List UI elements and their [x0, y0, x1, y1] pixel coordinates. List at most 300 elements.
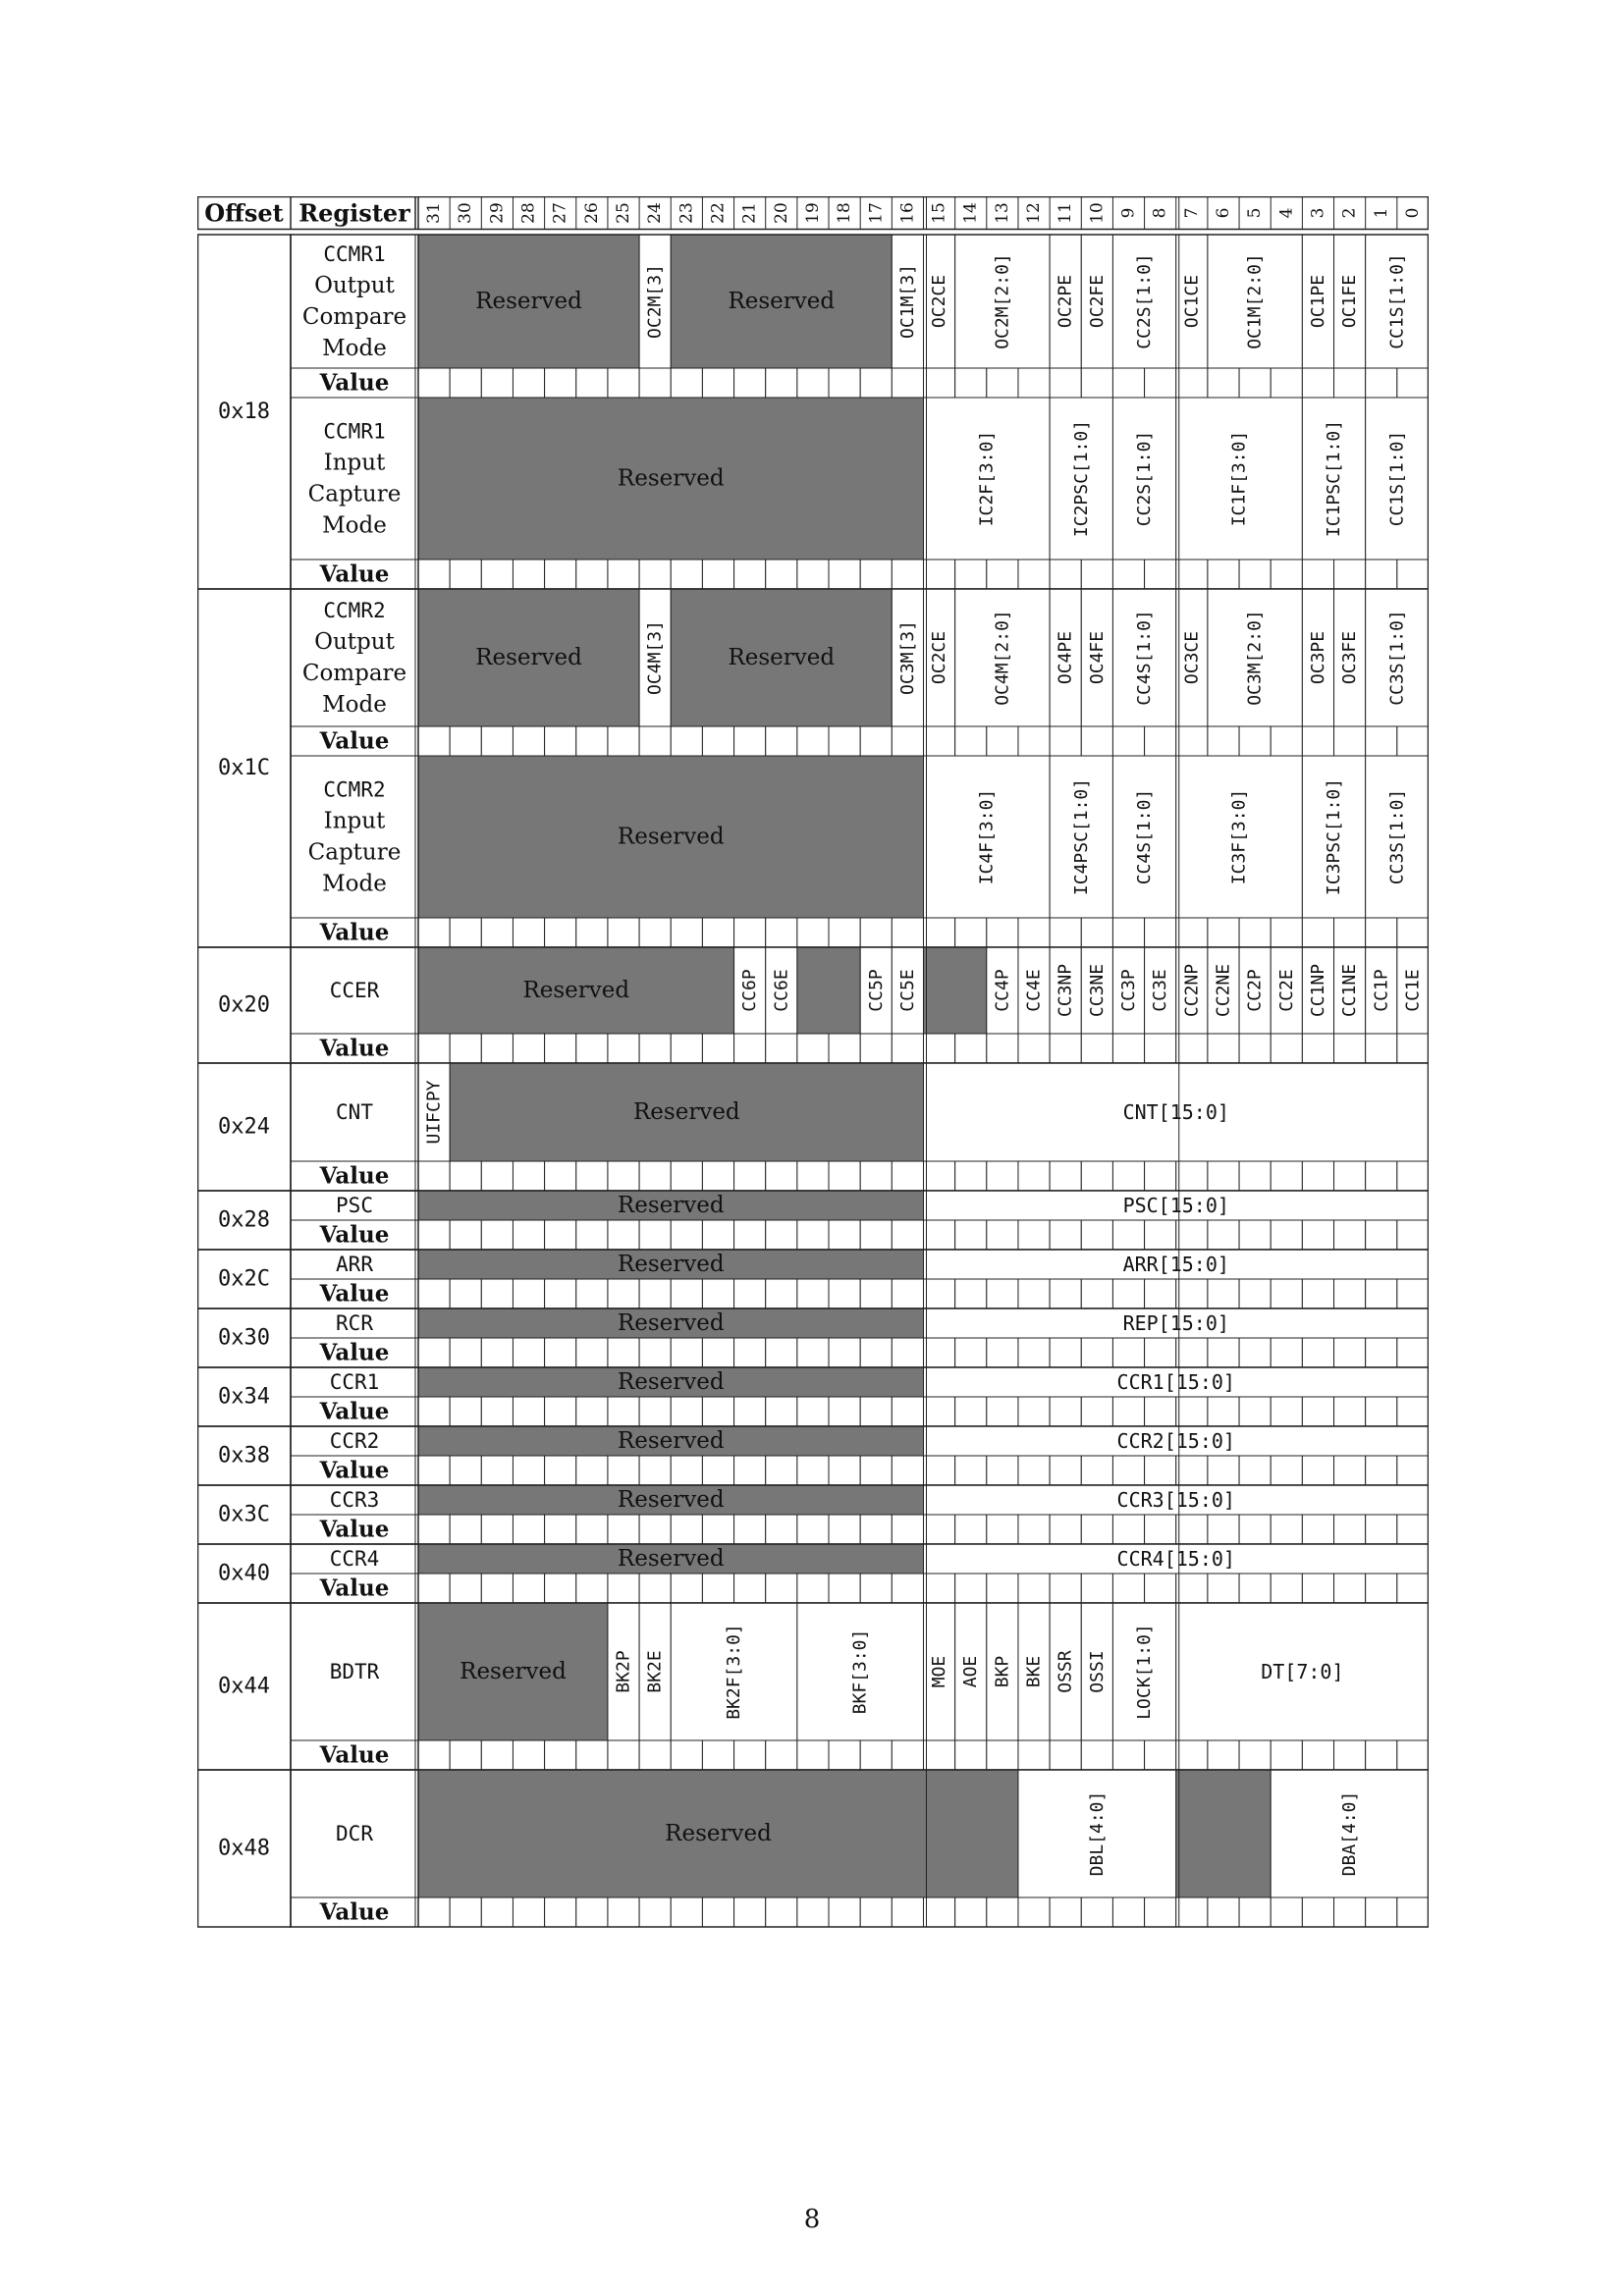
value-bit-cell[interactable] [987, 918, 1018, 947]
value-bit-cell[interactable] [1081, 1456, 1112, 1485]
value-bit-cell[interactable] [450, 1740, 481, 1770]
value-bit-cell[interactable] [860, 1456, 892, 1485]
value-bit-cell[interactable] [1397, 918, 1429, 947]
value-bit-cell[interactable] [1239, 1279, 1271, 1308]
value-bit-cell[interactable] [450, 560, 481, 589]
value-bit-cell[interactable] [1050, 1161, 1081, 1191]
value-bit-cell[interactable] [1302, 1397, 1333, 1426]
value-bit-cell[interactable] [892, 726, 923, 756]
value-bit-cell[interactable] [892, 1161, 923, 1191]
value-bit-cell[interactable] [1050, 1456, 1081, 1485]
value-bit-cell[interactable] [1145, 1897, 1176, 1927]
value-bit-cell[interactable] [1112, 1034, 1144, 1063]
value-bit-cell[interactable] [1302, 1897, 1333, 1927]
value-bit-cell[interactable] [829, 560, 860, 589]
value-bit-cell[interactable] [513, 1279, 544, 1308]
value-bit-cell[interactable] [766, 1740, 797, 1770]
value-bit-cell[interactable] [481, 1897, 513, 1927]
value-bit-cell[interactable] [987, 1338, 1018, 1367]
value-bit-cell[interactable] [1018, 1161, 1050, 1191]
value-bit-cell[interactable] [892, 918, 923, 947]
value-bit-cell[interactable] [1112, 1279, 1144, 1308]
value-bit-cell[interactable] [829, 1515, 860, 1544]
value-bit-cell[interactable] [639, 1515, 671, 1544]
value-bit-cell[interactable] [1050, 1740, 1081, 1770]
value-bit-cell[interactable] [1239, 1740, 1271, 1770]
value-bit-cell[interactable] [671, 1740, 702, 1770]
value-bit-cell[interactable] [608, 560, 639, 589]
value-bit-cell[interactable] [1271, 1161, 1302, 1191]
value-bit-cell[interactable] [1302, 726, 1333, 756]
value-bit-cell[interactable] [1271, 1897, 1302, 1927]
value-bit-cell[interactable] [1334, 1220, 1366, 1250]
value-bit-cell[interactable] [1366, 1279, 1397, 1308]
value-bit-cell[interactable] [702, 1338, 733, 1367]
value-bit-cell[interactable] [1366, 368, 1397, 398]
value-bit-cell[interactable] [766, 1034, 797, 1063]
value-bit-cell[interactable] [418, 368, 450, 398]
value-bit-cell[interactable] [1145, 1456, 1176, 1485]
value-bit-cell[interactable] [1208, 1397, 1239, 1426]
value-bit-cell[interactable] [924, 1034, 955, 1063]
value-bit-cell[interactable] [418, 918, 450, 947]
value-bit-cell[interactable] [545, 1161, 576, 1191]
value-bit-cell[interactable] [671, 918, 702, 947]
value-bit-cell[interactable] [1239, 1897, 1271, 1927]
value-bit-cell[interactable] [924, 1897, 955, 1927]
value-bit-cell[interactable] [576, 1279, 608, 1308]
value-bit-cell[interactable] [1334, 1279, 1366, 1308]
value-bit-cell[interactable] [1112, 1740, 1144, 1770]
value-bit-cell[interactable] [1145, 1574, 1176, 1603]
value-bit-cell[interactable] [1397, 1397, 1429, 1426]
value-bit-cell[interactable] [671, 1279, 702, 1308]
value-bit-cell[interactable] [860, 1397, 892, 1426]
value-bit-cell[interactable] [671, 1034, 702, 1063]
value-bit-cell[interactable] [1176, 1161, 1208, 1191]
value-bit-cell[interactable] [418, 1897, 450, 1927]
value-bit-cell[interactable] [924, 1397, 955, 1426]
value-bit-cell[interactable] [829, 1220, 860, 1250]
value-bit-cell[interactable] [418, 1574, 450, 1603]
value-bit-cell[interactable] [1366, 1220, 1397, 1250]
value-bit-cell[interactable] [1050, 1397, 1081, 1426]
value-bit-cell[interactable] [1112, 1574, 1144, 1603]
value-bit-cell[interactable] [1397, 1456, 1429, 1485]
value-bit-cell[interactable] [1112, 1515, 1144, 1544]
value-bit-cell[interactable] [860, 1279, 892, 1308]
value-bit-cell[interactable] [860, 1515, 892, 1544]
value-bit-cell[interactable] [1176, 1740, 1208, 1770]
value-bit-cell[interactable] [639, 1740, 671, 1770]
value-bit-cell[interactable] [1239, 560, 1271, 589]
value-bit-cell[interactable] [1018, 1574, 1050, 1603]
value-bit-cell[interactable] [639, 368, 671, 398]
value-bit-cell[interactable] [1366, 1515, 1397, 1544]
value-bit-cell[interactable] [608, 1397, 639, 1426]
value-bit-cell[interactable] [860, 560, 892, 589]
value-bit-cell[interactable] [1176, 1897, 1208, 1927]
value-bit-cell[interactable] [1239, 1034, 1271, 1063]
value-bit-cell[interactable] [1302, 1574, 1333, 1603]
value-bit-cell[interactable] [766, 1338, 797, 1367]
value-bit-cell[interactable] [608, 1338, 639, 1367]
value-bit-cell[interactable] [1302, 918, 1333, 947]
value-bit-cell[interactable] [797, 368, 829, 398]
value-bit-cell[interactable] [924, 1279, 955, 1308]
value-bit-cell[interactable] [1018, 560, 1050, 589]
value-bit-cell[interactable] [829, 1397, 860, 1426]
value-bit-cell[interactable] [1271, 1338, 1302, 1367]
value-bit-cell[interactable] [1145, 1740, 1176, 1770]
value-bit-cell[interactable] [1334, 1515, 1366, 1544]
value-bit-cell[interactable] [450, 1397, 481, 1426]
value-bit-cell[interactable] [734, 1279, 766, 1308]
value-bit-cell[interactable] [608, 918, 639, 947]
value-bit-cell[interactable] [513, 1574, 544, 1603]
value-bit-cell[interactable] [955, 1515, 987, 1544]
value-bit-cell[interactable] [955, 1397, 987, 1426]
value-bit-cell[interactable] [1239, 726, 1271, 756]
value-bit-cell[interactable] [639, 1161, 671, 1191]
value-bit-cell[interactable] [639, 1397, 671, 1426]
value-bit-cell[interactable] [734, 1397, 766, 1426]
value-bit-cell[interactable] [892, 1740, 923, 1770]
value-bit-cell[interactable] [1018, 1279, 1050, 1308]
value-bit-cell[interactable] [1366, 1338, 1397, 1367]
value-bit-cell[interactable] [734, 1740, 766, 1770]
value-bit-cell[interactable] [576, 368, 608, 398]
value-bit-cell[interactable] [702, 1161, 733, 1191]
value-bit-cell[interactable] [418, 1456, 450, 1485]
value-bit-cell[interactable] [702, 368, 733, 398]
value-bit-cell[interactable] [987, 1034, 1018, 1063]
value-bit-cell[interactable] [545, 1515, 576, 1544]
value-bit-cell[interactable] [1302, 1338, 1333, 1367]
value-bit-cell[interactable] [1176, 368, 1208, 398]
value-bit-cell[interactable] [1397, 1515, 1429, 1544]
value-bit-cell[interactable] [924, 1220, 955, 1250]
value-bit-cell[interactable] [576, 1220, 608, 1250]
value-bit-cell[interactable] [418, 1279, 450, 1308]
value-bit-cell[interactable] [1208, 918, 1239, 947]
value-bit-cell[interactable] [987, 1515, 1018, 1544]
value-bit-cell[interactable] [924, 1338, 955, 1367]
value-bit-cell[interactable] [1176, 560, 1208, 589]
value-bit-cell[interactable] [1239, 368, 1271, 398]
value-bit-cell[interactable] [924, 368, 955, 398]
value-bit-cell[interactable] [608, 1897, 639, 1927]
value-bit-cell[interactable] [1018, 1397, 1050, 1426]
value-bit-cell[interactable] [418, 726, 450, 756]
value-bit-cell[interactable] [766, 368, 797, 398]
value-bit-cell[interactable] [418, 1740, 450, 1770]
value-bit-cell[interactable] [1018, 1456, 1050, 1485]
value-bit-cell[interactable] [608, 726, 639, 756]
value-bit-cell[interactable] [1145, 1161, 1176, 1191]
value-bit-cell[interactable] [1081, 1034, 1112, 1063]
value-bit-cell[interactable] [860, 1220, 892, 1250]
value-bit-cell[interactable] [860, 726, 892, 756]
value-bit-cell[interactable] [576, 1034, 608, 1063]
value-bit-cell[interactable] [1145, 368, 1176, 398]
value-bit-cell[interactable] [513, 1515, 544, 1544]
value-bit-cell[interactable] [1271, 726, 1302, 756]
value-bit-cell[interactable] [1334, 1456, 1366, 1485]
value-bit-cell[interactable] [702, 560, 733, 589]
value-bit-cell[interactable] [955, 1034, 987, 1063]
value-bit-cell[interactable] [829, 1034, 860, 1063]
value-bit-cell[interactable] [481, 1740, 513, 1770]
value-bit-cell[interactable] [576, 1897, 608, 1927]
value-bit-cell[interactable] [955, 726, 987, 756]
value-bit-cell[interactable] [1302, 1279, 1333, 1308]
value-bit-cell[interactable] [576, 1338, 608, 1367]
value-bit-cell[interactable] [671, 1161, 702, 1191]
value-bit-cell[interactable] [1176, 1397, 1208, 1426]
value-bit-cell[interactable] [1176, 726, 1208, 756]
value-bit-cell[interactable] [545, 560, 576, 589]
value-bit-cell[interactable] [1018, 726, 1050, 756]
value-bit-cell[interactable] [702, 1279, 733, 1308]
value-bit-cell[interactable] [1050, 1279, 1081, 1308]
value-bit-cell[interactable] [1271, 1397, 1302, 1426]
value-bit-cell[interactable] [1081, 1397, 1112, 1426]
value-bit-cell[interactable] [892, 1456, 923, 1485]
value-bit-cell[interactable] [671, 1397, 702, 1426]
value-bit-cell[interactable] [924, 1574, 955, 1603]
value-bit-cell[interactable] [1397, 368, 1429, 398]
value-bit-cell[interactable] [1208, 368, 1239, 398]
value-bit-cell[interactable] [1239, 1574, 1271, 1603]
value-bit-cell[interactable] [1081, 1740, 1112, 1770]
value-bit-cell[interactable] [1050, 918, 1081, 947]
value-bit-cell[interactable] [797, 1515, 829, 1544]
value-bit-cell[interactable] [1397, 1034, 1429, 1063]
value-bit-cell[interactable] [1302, 1515, 1333, 1544]
value-bit-cell[interactable] [1081, 368, 1112, 398]
value-bit-cell[interactable] [1271, 1279, 1302, 1308]
value-bit-cell[interactable] [671, 1220, 702, 1250]
value-bit-cell[interactable] [639, 1279, 671, 1308]
value-bit-cell[interactable] [1208, 1220, 1239, 1250]
value-bit-cell[interactable] [892, 368, 923, 398]
value-bit-cell[interactable] [766, 1397, 797, 1426]
value-bit-cell[interactable] [450, 726, 481, 756]
value-bit-cell[interactable] [829, 1897, 860, 1927]
value-bit-cell[interactable] [418, 560, 450, 589]
value-bit-cell[interactable] [1334, 368, 1366, 398]
value-bit-cell[interactable] [1334, 1574, 1366, 1603]
value-bit-cell[interactable] [860, 1161, 892, 1191]
value-bit-cell[interactable] [860, 1034, 892, 1063]
value-bit-cell[interactable] [797, 726, 829, 756]
value-bit-cell[interactable] [1112, 1338, 1144, 1367]
value-bit-cell[interactable] [545, 1279, 576, 1308]
value-bit-cell[interactable] [1239, 1515, 1271, 1544]
value-bit-cell[interactable] [1208, 1515, 1239, 1544]
value-bit-cell[interactable] [608, 1279, 639, 1308]
value-bit-cell[interactable] [1208, 1897, 1239, 1927]
value-bit-cell[interactable] [1081, 726, 1112, 756]
value-bit-cell[interactable] [1176, 1279, 1208, 1308]
value-bit-cell[interactable] [766, 1574, 797, 1603]
value-bit-cell[interactable] [955, 1279, 987, 1308]
value-bit-cell[interactable] [1397, 1338, 1429, 1367]
value-bit-cell[interactable] [829, 726, 860, 756]
value-bit-cell[interactable] [987, 1897, 1018, 1927]
value-bit-cell[interactable] [702, 1220, 733, 1250]
value-bit-cell[interactable] [576, 1161, 608, 1191]
value-bit-cell[interactable] [987, 1574, 1018, 1603]
value-bit-cell[interactable] [797, 918, 829, 947]
value-bit-cell[interactable] [545, 726, 576, 756]
value-bit-cell[interactable] [860, 368, 892, 398]
value-bit-cell[interactable] [797, 1456, 829, 1485]
value-bit-cell[interactable] [734, 1034, 766, 1063]
value-bit-cell[interactable] [1050, 368, 1081, 398]
value-bit-cell[interactable] [702, 1456, 733, 1485]
value-bit-cell[interactable] [639, 1456, 671, 1485]
value-bit-cell[interactable] [1334, 1338, 1366, 1367]
value-bit-cell[interactable] [1271, 918, 1302, 947]
value-bit-cell[interactable] [766, 1515, 797, 1544]
value-bit-cell[interactable] [1081, 560, 1112, 589]
value-bit-cell[interactable] [1208, 1456, 1239, 1485]
value-bit-cell[interactable] [860, 1740, 892, 1770]
value-bit-cell[interactable] [1208, 1279, 1239, 1308]
value-bit-cell[interactable] [702, 1397, 733, 1426]
value-bit-cell[interactable] [829, 1279, 860, 1308]
value-bit-cell[interactable] [1239, 1220, 1271, 1250]
value-bit-cell[interactable] [1271, 1220, 1302, 1250]
value-bit-cell[interactable] [545, 1574, 576, 1603]
value-bit-cell[interactable] [1018, 1740, 1050, 1770]
value-bit-cell[interactable] [987, 1456, 1018, 1485]
value-bit-cell[interactable] [639, 1338, 671, 1367]
value-bit-cell[interactable] [513, 1456, 544, 1485]
value-bit-cell[interactable] [639, 1220, 671, 1250]
value-bit-cell[interactable] [1302, 560, 1333, 589]
value-bit-cell[interactable] [608, 1220, 639, 1250]
value-bit-cell[interactable] [671, 560, 702, 589]
value-bit-cell[interactable] [1366, 1397, 1397, 1426]
value-bit-cell[interactable] [513, 1034, 544, 1063]
value-bit-cell[interactable] [671, 1338, 702, 1367]
value-bit-cell[interactable] [829, 368, 860, 398]
value-bit-cell[interactable] [892, 1397, 923, 1426]
value-bit-cell[interactable] [797, 1897, 829, 1927]
value-bit-cell[interactable] [639, 560, 671, 589]
value-bit-cell[interactable] [734, 1574, 766, 1603]
value-bit-cell[interactable] [1334, 1397, 1366, 1426]
value-bit-cell[interactable] [797, 1161, 829, 1191]
value-bit-cell[interactable] [1176, 1034, 1208, 1063]
value-bit-cell[interactable] [608, 1456, 639, 1485]
value-bit-cell[interactable] [797, 1220, 829, 1250]
value-bit-cell[interactable] [892, 1034, 923, 1063]
value-bit-cell[interactable] [892, 1515, 923, 1544]
value-bit-cell[interactable] [797, 1034, 829, 1063]
value-bit-cell[interactable] [1050, 560, 1081, 589]
value-bit-cell[interactable] [892, 560, 923, 589]
value-bit-cell[interactable] [955, 1220, 987, 1250]
value-bit-cell[interactable] [1208, 1161, 1239, 1191]
value-bit-cell[interactable] [481, 1220, 513, 1250]
value-bit-cell[interactable] [734, 1161, 766, 1191]
value-bit-cell[interactable] [1081, 1574, 1112, 1603]
value-bit-cell[interactable] [1145, 1515, 1176, 1544]
value-bit-cell[interactable] [450, 1161, 481, 1191]
value-bit-cell[interactable] [513, 368, 544, 398]
value-bit-cell[interactable] [1018, 1034, 1050, 1063]
value-bit-cell[interactable] [1208, 1740, 1239, 1770]
value-bit-cell[interactable] [797, 1279, 829, 1308]
value-bit-cell[interactable] [987, 1220, 1018, 1250]
value-bit-cell[interactable] [766, 560, 797, 589]
value-bit-cell[interactable] [924, 726, 955, 756]
value-bit-cell[interactable] [955, 560, 987, 589]
value-bit-cell[interactable] [829, 1456, 860, 1485]
value-bit-cell[interactable] [860, 1338, 892, 1367]
value-bit-cell[interactable] [1397, 1161, 1429, 1191]
value-bit-cell[interactable] [1145, 1338, 1176, 1367]
value-bit-cell[interactable] [513, 1897, 544, 1927]
value-bit-cell[interactable] [1397, 1574, 1429, 1603]
value-bit-cell[interactable] [513, 726, 544, 756]
value-bit-cell[interactable] [829, 918, 860, 947]
value-bit-cell[interactable] [576, 560, 608, 589]
value-bit-cell[interactable] [450, 1515, 481, 1544]
value-bit-cell[interactable] [1334, 560, 1366, 589]
value-bit-cell[interactable] [1050, 1574, 1081, 1603]
value-bit-cell[interactable] [608, 368, 639, 398]
value-bit-cell[interactable] [671, 368, 702, 398]
value-bit-cell[interactable] [1302, 1161, 1333, 1191]
value-bit-cell[interactable] [576, 726, 608, 756]
value-bit-cell[interactable] [1239, 1456, 1271, 1485]
value-bit-cell[interactable] [1239, 918, 1271, 947]
value-bit-cell[interactable] [1366, 1161, 1397, 1191]
value-bit-cell[interactable] [924, 560, 955, 589]
value-bit-cell[interactable] [513, 1397, 544, 1426]
value-bit-cell[interactable] [1081, 1338, 1112, 1367]
value-bit-cell[interactable] [766, 726, 797, 756]
value-bit-cell[interactable] [1366, 1740, 1397, 1770]
value-bit-cell[interactable] [513, 1740, 544, 1770]
value-bit-cell[interactable] [1366, 1034, 1397, 1063]
value-bit-cell[interactable] [481, 560, 513, 589]
value-bit-cell[interactable] [1112, 1220, 1144, 1250]
value-bit-cell[interactable] [608, 1740, 639, 1770]
value-bit-cell[interactable] [576, 1397, 608, 1426]
value-bit-cell[interactable] [513, 1220, 544, 1250]
value-bit-cell[interactable] [1271, 1034, 1302, 1063]
value-bit-cell[interactable] [481, 1397, 513, 1426]
value-bit-cell[interactable] [1145, 1397, 1176, 1426]
value-bit-cell[interactable] [450, 1034, 481, 1063]
value-bit-cell[interactable] [1112, 1897, 1144, 1927]
value-bit-cell[interactable] [1334, 726, 1366, 756]
value-bit-cell[interactable] [702, 1740, 733, 1770]
value-bit-cell[interactable] [1302, 1740, 1333, 1770]
value-bit-cell[interactable] [1366, 1897, 1397, 1927]
value-bit-cell[interactable] [513, 560, 544, 589]
value-bit-cell[interactable] [450, 918, 481, 947]
value-bit-cell[interactable] [1208, 726, 1239, 756]
value-bit-cell[interactable] [1176, 1574, 1208, 1603]
value-bit-cell[interactable] [639, 1574, 671, 1603]
